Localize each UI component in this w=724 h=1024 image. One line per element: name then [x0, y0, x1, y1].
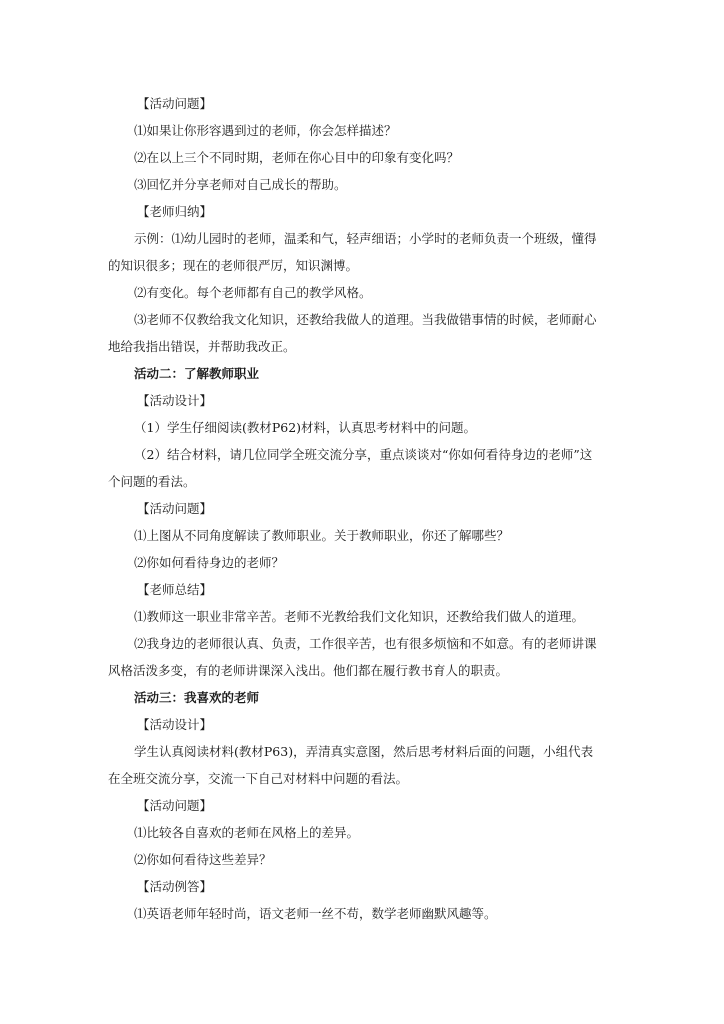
question-item: ⑴如果让你形容遇到过的老师，你会怎样描述？ — [134, 123, 397, 138]
paragraph-line: ⑵有变化。每个老师都有自己的教学风格。 — [134, 285, 372, 300]
paragraph-line: 在全班交流分享，交流一下自己对材料中问题的看法。 — [108, 771, 409, 786]
section-heading: 【老师总结】 — [137, 582, 213, 597]
section-heading: 【活动设计】 — [137, 717, 213, 732]
section-heading: 【老师归纳】 — [137, 204, 213, 219]
paragraph-line: 地给我指出错误，并帮助我改正。 — [108, 339, 296, 354]
paragraph-line: ⑴教师这一职业非常辛苦。老师不光教给我们文化知识，还教给我们做人的道理。 — [134, 609, 585, 624]
question-item: ⑵你如何看待这些差异？ — [134, 852, 272, 867]
section-heading: 【活动问题】 — [137, 96, 213, 111]
paragraph-line: 的知识很多；现在的老师很严厉，知识渊博。 — [108, 258, 359, 273]
question-item: ⑴比较各自喜欢的老师在风格上的差异。 — [134, 825, 360, 840]
question-item: ⑴上图从不同角度解读了教师职业。关于教师职业，你还了解哪些？ — [134, 528, 510, 543]
paragraph-line: （1）学生仔细阅读(教材P62)材料，认真思考材料中的问题。 — [134, 420, 477, 435]
section-heading: 【活动设计】 — [137, 393, 213, 408]
paragraph-line: 学生认真阅读材料(教材P63)，弄清真实意图，然后思考材料后面的问题，小组代表 — [134, 744, 594, 759]
activity-title: 活动二：了解教师职业 — [134, 366, 260, 381]
paragraph-line: ⑴英语老师年轻时尚，语文老师一丝不苟，数学老师幽默风趣等。 — [134, 906, 497, 921]
paragraph-line: 示例：⑴幼儿园时的老师，温柔和气，轻声细语；小学时的老师负责一个班级，懂得 — [134, 231, 597, 246]
section-heading: 【活动问题】 — [137, 798, 213, 813]
question-item: ⑵在以上三个不同时期，老师在你心目中的印象有变化吗？ — [134, 150, 460, 165]
paragraph-line: 个问题的看法。 — [108, 474, 196, 489]
paragraph-line: （2）结合材料，请几位同学全班交流分享，重点谈谈对“你如何看待身边的老师”这 — [134, 447, 593, 462]
question-item: ⑶回忆并分享老师对自己成长的帮助。 — [134, 177, 347, 192]
activity-title: 活动三：我喜欢的老师 — [134, 690, 260, 705]
paragraph-line: ⑵我身边的老师很认真、负责，工作很辛苦，也有很多烦恼和不如意。有的老师讲课 — [134, 636, 597, 651]
section-heading: 【活动问题】 — [137, 501, 213, 516]
paragraph-line: 风格活泼多变，有的老师讲课深入浅出。他们都在履行教书育人的职责。 — [108, 663, 509, 678]
question-item: ⑵你如何看待身边的老师？ — [134, 555, 285, 570]
section-heading: 【活动例答】 — [137, 879, 213, 894]
paragraph-line: ⑶老师不仅教给我文化知识，还教给我做人的道理。当我做错事情的时候，老师耐心 — [134, 312, 597, 327]
